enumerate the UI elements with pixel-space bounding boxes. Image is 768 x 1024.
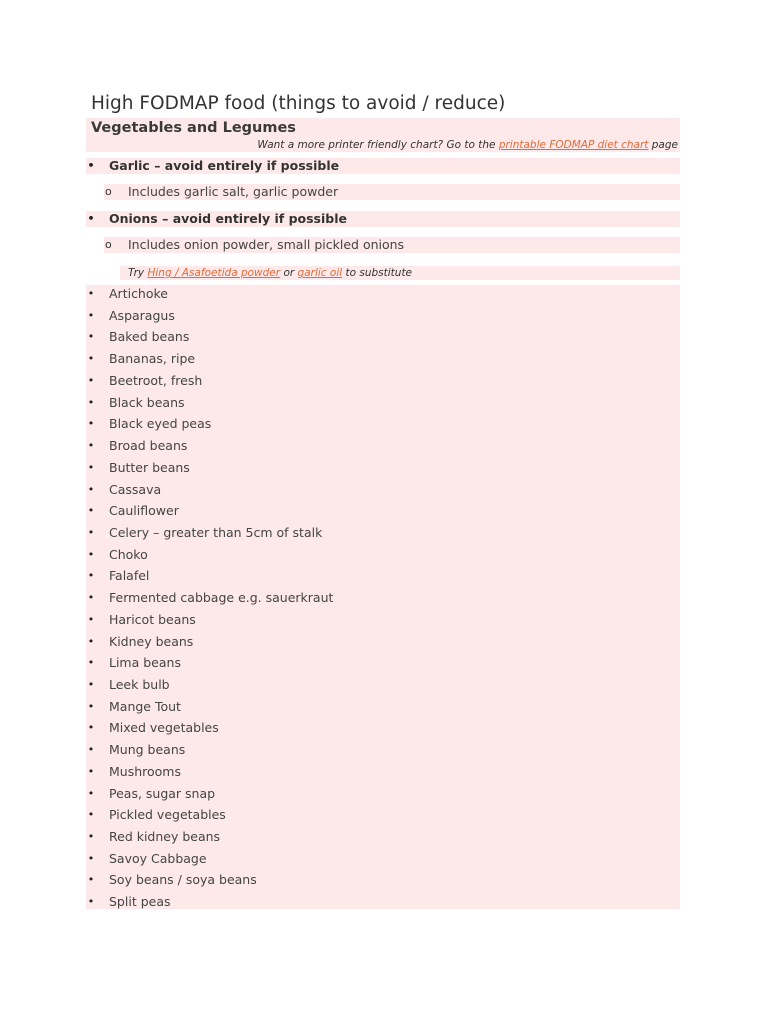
bullet-icon: • bbox=[87, 504, 95, 518]
list-item-label: Cauliflower bbox=[109, 503, 179, 519]
list-item bbox=[86, 413, 680, 435]
list-item-label: Cassava bbox=[109, 481, 162, 497]
printer-note-prefix: Want a more printer friendly chart? Go to the bbox=[257, 139, 496, 151]
list-item-label: Peas, sugar snap bbox=[109, 785, 216, 801]
list-item-label: Black beans bbox=[109, 394, 185, 410]
list-item-garlic bbox=[86, 158, 680, 174]
list-item bbox=[86, 544, 680, 566]
list-item bbox=[86, 891, 680, 913]
sub-list-item-label: Includes garlic salt, garlic powder bbox=[128, 184, 339, 199]
garlic-oil-link[interactable]: garlic oil bbox=[297, 267, 343, 279]
list-item-label: Kidney beans bbox=[109, 633, 194, 649]
list-item-label: Bananas, ripe bbox=[109, 351, 196, 367]
list-item bbox=[86, 370, 680, 392]
list-item bbox=[86, 869, 680, 891]
bullet-icon: • bbox=[87, 764, 95, 778]
list-item-label: Soy beans / soya beans bbox=[109, 872, 257, 888]
list-item bbox=[86, 717, 680, 739]
bullet-icon: • bbox=[87, 287, 95, 300]
bullet-icon: • bbox=[87, 591, 95, 605]
bullet-icon: • bbox=[87, 895, 95, 909]
list-item-label: Choko bbox=[109, 546, 148, 562]
list-item bbox=[86, 631, 680, 653]
list-item-label: Mung beans bbox=[109, 742, 186, 758]
bullet-icon: • bbox=[87, 212, 95, 225]
bullet-icon: • bbox=[87, 634, 95, 648]
bullet-icon: • bbox=[87, 330, 95, 344]
bullet-icon: • bbox=[87, 721, 95, 735]
list-item bbox=[86, 479, 680, 501]
list-item bbox=[86, 696, 680, 718]
list-item-label: Butter beans bbox=[109, 459, 190, 475]
substitute-prefix: Try bbox=[128, 267, 145, 279]
list-item bbox=[86, 587, 680, 609]
list-item bbox=[86, 739, 680, 761]
printable-chart-link[interactable]: printable FODMAP diet chart bbox=[498, 139, 649, 151]
list-item-label: Artichoke bbox=[109, 286, 168, 301]
list-item bbox=[86, 652, 680, 674]
bullet-icon: • bbox=[87, 656, 95, 670]
list-item-label: Falafel bbox=[109, 568, 150, 584]
bullet-icon: • bbox=[87, 569, 95, 583]
list-item bbox=[86, 804, 680, 826]
list-item-label: Beetroot, fresh bbox=[109, 372, 203, 388]
list-item bbox=[86, 565, 680, 587]
list-item bbox=[86, 783, 680, 805]
substitute-note bbox=[120, 266, 680, 280]
bullet-icon: • bbox=[87, 547, 95, 561]
list-item-label: Black eyed peas bbox=[109, 416, 212, 432]
list-item bbox=[86, 848, 680, 870]
bullet-icon: • bbox=[87, 699, 95, 713]
list-item-label: Split peas bbox=[109, 894, 171, 910]
section-heading: Vegetables and Legumes bbox=[86, 118, 680, 138]
list-item bbox=[86, 283, 680, 305]
substitute-middle: or bbox=[283, 267, 295, 279]
list-item-label: Broad beans bbox=[109, 438, 188, 453]
list-item bbox=[86, 435, 680, 457]
bullet-icon: • bbox=[87, 612, 95, 626]
list-item bbox=[86, 457, 680, 479]
substitute-suffix: to substitute bbox=[345, 267, 413, 279]
bullet-icon: • bbox=[87, 373, 95, 387]
bullet-icon: • bbox=[87, 851, 95, 865]
sub-list-item-garlic bbox=[104, 184, 680, 200]
list-item bbox=[86, 609, 680, 631]
list-item-label: Mange Tout bbox=[109, 698, 181, 714]
sub-list-item-label: Includes onion powder, small pickled onions bbox=[128, 237, 405, 252]
bullet-icon: • bbox=[87, 808, 95, 822]
list-item bbox=[86, 674, 680, 696]
bullet-icon: • bbox=[87, 482, 95, 496]
list-item-label: Celery – greater than 5cm of stalk bbox=[109, 524, 323, 540]
list-item bbox=[86, 392, 680, 414]
list-item bbox=[86, 305, 680, 327]
list-item-label: Mixed vegetables bbox=[109, 720, 219, 736]
bullet-icon: • bbox=[87, 439, 95, 452]
list-item-label: Baked beans bbox=[109, 329, 190, 345]
bullet-icon: • bbox=[87, 525, 95, 539]
bullet-icon: • bbox=[87, 830, 95, 843]
bullet-icon: • bbox=[87, 159, 95, 172]
bullet-icon: • bbox=[87, 786, 95, 800]
bullet-icon: • bbox=[87, 743, 95, 757]
list-item-label: Asparagus bbox=[109, 307, 175, 323]
list-item-label: Onions – avoid entirely if possible bbox=[109, 211, 347, 226]
list-item bbox=[86, 500, 680, 522]
bullet-icon: • bbox=[87, 395, 95, 409]
list-item-label: Pickled vegetables bbox=[109, 807, 226, 823]
list-item-label: Lima beans bbox=[109, 655, 181, 671]
list-item-label: Savoy Cabbage bbox=[109, 850, 207, 866]
sub-list-item-onions bbox=[104, 237, 680, 253]
list-item-onions bbox=[86, 211, 680, 227]
list-item-label: Leek bulb bbox=[109, 677, 170, 692]
list-item-label: Mushrooms bbox=[109, 763, 181, 779]
list-item bbox=[86, 522, 680, 544]
list-item-label: Fermented cabbage e.g. sauerkraut bbox=[109, 590, 334, 606]
bullet-icon: • bbox=[87, 417, 95, 431]
bullet-icon: • bbox=[87, 460, 95, 474]
sub-bullet-icon: o bbox=[105, 238, 112, 251]
hing-asafoetida-link[interactable]: Hing / Asafoetida powder bbox=[147, 267, 281, 279]
list-item-label: Red kidney beans bbox=[109, 829, 221, 844]
list-item bbox=[86, 826, 680, 848]
list-item-label: Haricot beans bbox=[109, 611, 196, 627]
list-item bbox=[86, 326, 680, 348]
bullet-icon: • bbox=[87, 352, 95, 366]
list-item bbox=[86, 761, 680, 783]
bullet-icon: • bbox=[87, 873, 95, 887]
page-title: High FODMAP food (things to avoid / reduce) bbox=[91, 93, 506, 114]
list-item-label: Garlic – avoid entirely if possible bbox=[109, 158, 340, 173]
bullet-icon: • bbox=[87, 678, 95, 691]
bullet-icon: • bbox=[87, 308, 95, 322]
printer-note-suffix: page bbox=[651, 139, 678, 151]
list-item bbox=[86, 348, 680, 370]
sub-bullet-icon: o bbox=[105, 185, 112, 198]
printer-friendly-note bbox=[86, 138, 680, 152]
